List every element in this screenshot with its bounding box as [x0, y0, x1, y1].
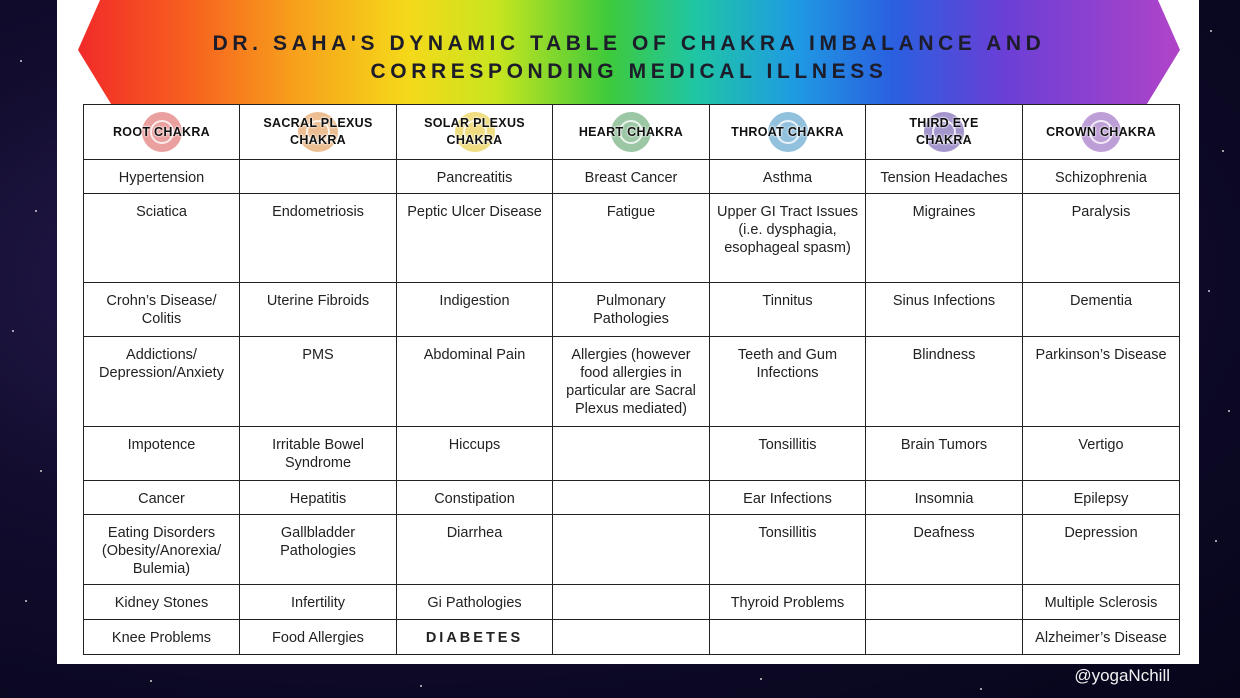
column-header-label: [557, 124, 705, 141]
table-cell: [866, 619, 1023, 654]
table-row: [84, 160, 1180, 194]
table-cell: Hypertension: [84, 160, 240, 194]
title-line-1: DR. SAHA'S DYNAMIC TABLE OF CHAKRA IMBALANCE AND: [212, 32, 1046, 55]
table-cell: Multiple Sclerosis: [1023, 584, 1180, 619]
table-cell: Kidney Stones: [84, 584, 240, 619]
table-row: [84, 480, 1180, 514]
column-header: [1023, 105, 1180, 160]
column-header-label: [244, 115, 392, 149]
table-cell: Fatigue: [553, 194, 710, 283]
table-cell: Tonsillitis: [710, 426, 866, 480]
table-cell: Thyroid Problems: [710, 584, 866, 619]
column-header-label: [1027, 124, 1175, 141]
table-cell: Pulmonary Pathologies: [553, 283, 710, 337]
table-cell: Hiccups: [397, 426, 553, 480]
table-cell: Constipation: [397, 480, 553, 514]
header-line-1: SOLAR PLEXUS: [424, 116, 525, 130]
column-header-label: [401, 115, 548, 149]
header-line-1: ROOT CHAKRA: [112, 124, 211, 139]
table-cell: Epilepsy: [1023, 480, 1180, 514]
header-row: [84, 105, 1180, 160]
table-row: [84, 194, 1180, 283]
table-cell: Gallbladder Pathologies: [240, 514, 397, 584]
table-cell: Diarrhea: [397, 514, 553, 584]
table-row: [84, 514, 1180, 584]
table-cell: [553, 514, 710, 584]
table-cell: Hepatitis: [240, 480, 397, 514]
column-header: [710, 105, 866, 160]
table-cell: Vertigo: [1023, 426, 1180, 480]
table-cell: Brain Tumors: [866, 426, 1023, 480]
table-cell: Paralysis: [1023, 194, 1180, 283]
table-cell: [240, 160, 397, 194]
column-header: [553, 105, 710, 160]
table-cell: Addictions/ Depression/Anxiety: [84, 337, 240, 426]
table-cell: [866, 584, 1023, 619]
table-cell: Sinus Infections: [866, 283, 1023, 337]
table-cell: Impotence: [84, 426, 240, 480]
table-cell: PMS: [240, 337, 397, 426]
table-cell: Eating Disorders (Obesity/Anorexia/ Bulemia): [84, 514, 240, 584]
table-cell: [553, 584, 710, 619]
table-cell: Cancer: [84, 480, 240, 514]
table-cell: Breast Cancer: [553, 160, 710, 194]
table-cell: Gi Pathologies: [397, 584, 553, 619]
table-cell: Allergies (however food allergies in particular are Sacral Plexus mediated): [553, 337, 710, 426]
table-row: [84, 426, 1180, 480]
table-cell: Tension Headaches: [866, 160, 1023, 194]
table-cell: Sciatica: [84, 194, 240, 283]
table-row: [84, 584, 1180, 619]
table-cell: DIABETES: [397, 619, 553, 654]
table-cell: Deafness: [866, 514, 1023, 584]
header-line-2: CHAKRA: [290, 133, 346, 147]
table-cell: Tonsillitis: [710, 514, 866, 584]
table-cell: Blindness: [866, 337, 1023, 426]
header-line-1: CROWN CHAKRA: [1046, 124, 1156, 139]
header-line-2: CHAKRA: [916, 133, 972, 147]
table-cell: Teeth and Gum Infections: [710, 337, 866, 426]
table-cell: Food Allergies: [240, 619, 397, 654]
table-cell: Knee Problems: [84, 619, 240, 654]
table-cell: Irritable Bowel Syndrome: [240, 426, 397, 480]
table-cell: Infertility: [240, 584, 397, 619]
social-handle: @yogaNchill: [1074, 666, 1170, 685]
header-line-1: SACRAL PLEXUS: [263, 116, 373, 130]
title-line-2: CORRESPONDING MEDICAL ILLNESS: [370, 60, 888, 83]
header-line-2: CHAKRA: [446, 133, 503, 147]
table-cell: [553, 480, 710, 514]
table-cell: Endometriosis: [240, 194, 397, 283]
column-header: [866, 105, 1023, 160]
column-header-label: [88, 124, 235, 141]
table-cell: Abdominal Pain: [397, 337, 553, 426]
table-cell: Peptic Ulcer Disease: [397, 194, 553, 283]
table-cell: Asthma: [710, 160, 866, 194]
table-cell: Pancreatitis: [397, 160, 553, 194]
column-header: [240, 105, 397, 160]
table-cell: Tinnitus: [710, 283, 866, 337]
table-row: [84, 337, 1180, 426]
header-line-1: HEART CHAKRA: [578, 124, 684, 139]
table-cell: Upper GI Tract Issues (i.e. dysphagia, esophageal spasm): [710, 194, 866, 283]
header-line-1: THROAT CHAKRA: [731, 124, 844, 139]
table-cell: Parkinson’s Disease: [1023, 337, 1180, 426]
table-cell: [553, 619, 710, 654]
table-cell: Dementia: [1023, 283, 1180, 337]
table-row: [84, 619, 1180, 654]
table-cell: [553, 426, 710, 480]
header-line-1: THIRD EYE: [909, 116, 979, 130]
table-cell: Schizophrenia: [1023, 160, 1180, 194]
column-header: [397, 105, 553, 160]
column-header: [84, 105, 240, 160]
table-cell: Migraines: [866, 194, 1023, 283]
table-row: [84, 283, 1180, 337]
chakra-illness-table: [83, 104, 1180, 655]
table-cell: Alzheimer’s Disease: [1023, 619, 1180, 654]
table-cell: Uterine Fibroids: [240, 283, 397, 337]
column-header-label: [714, 124, 861, 141]
table-cell: Insomnia: [866, 480, 1023, 514]
page-title: [78, 30, 1180, 86]
table-cell: Indigestion: [397, 283, 553, 337]
table-cell: Depression: [1023, 514, 1180, 584]
table-cell: Crohn’s Disease/ Colitis: [84, 283, 240, 337]
table-cell: [710, 619, 866, 654]
table-cell: Ear Infections: [710, 480, 866, 514]
column-header-label: [870, 115, 1018, 149]
